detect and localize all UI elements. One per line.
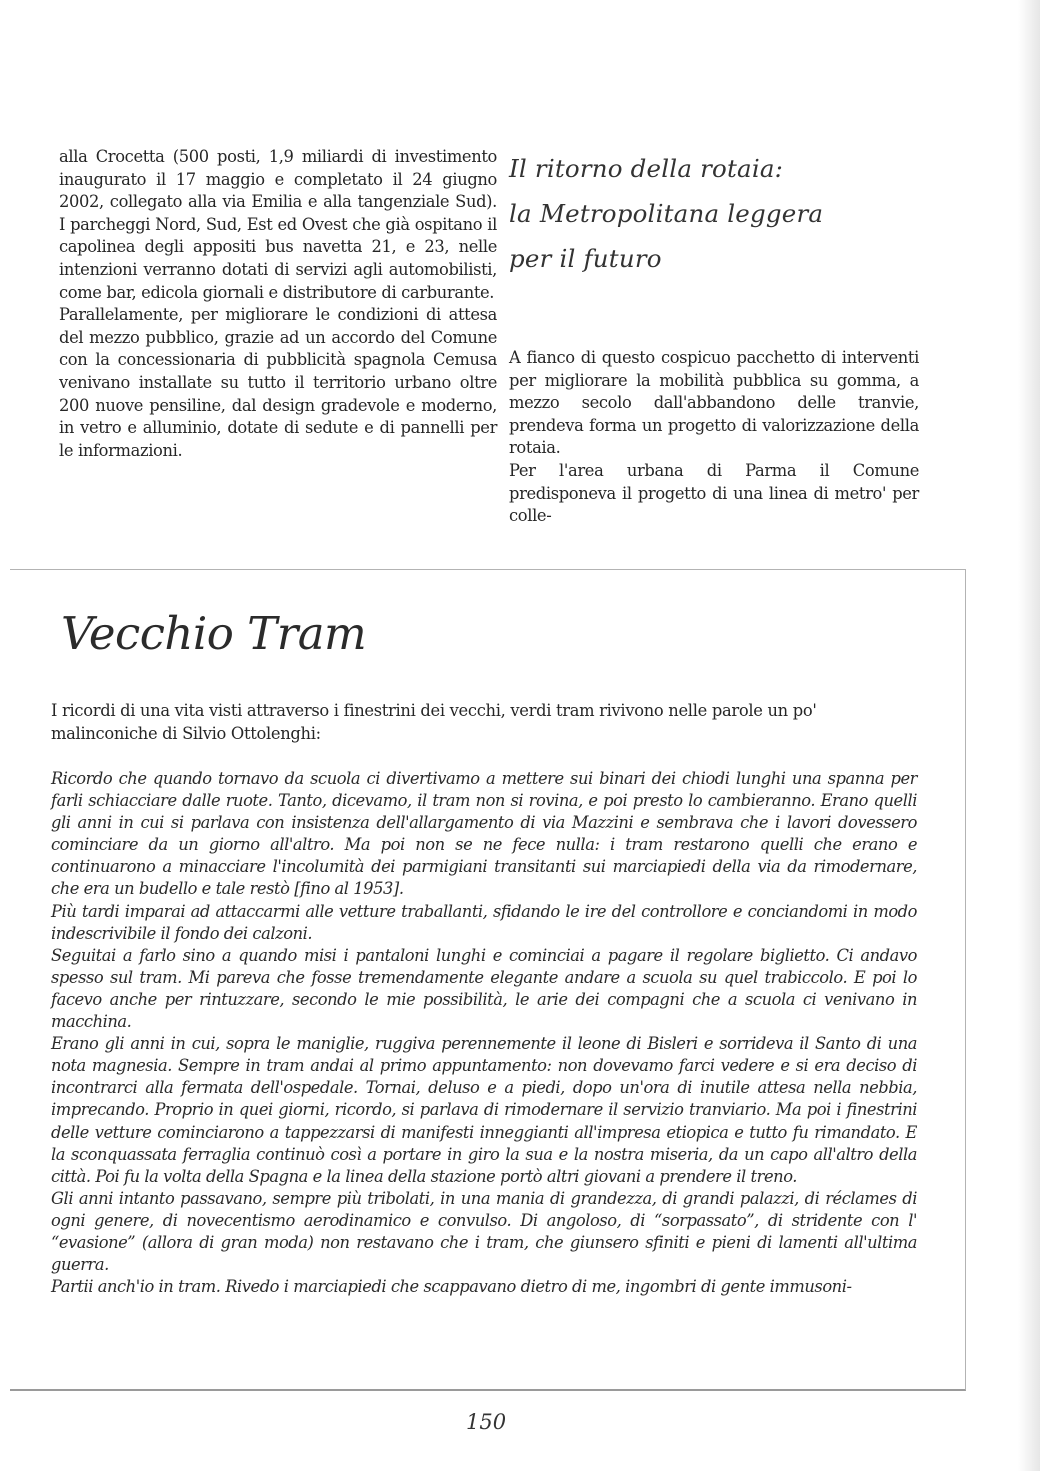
story-paragraph-2: Più tardi imparai ad attaccarmi alle vetture traballanti, sfidando le ire del controllore e conciandomi in modo indescrivibile il fondo dei calzoni. (51, 901, 917, 943)
box-story (51, 768, 917, 1298)
right-column (509, 146, 919, 528)
box-title: Vecchio Tram (61, 607, 367, 660)
left-paragraph-2: Parallelamente, per migliorare le condizioni di attesa del mezzo pubblico, grazie ad un accordo del Comune con la concessionaria di pubblicità spagnola Cemusa venivano installate su tutto il territorio urbano oltre 200 nuove pensiline, dal design gradevole e moderno, in vetro e alluminio, dotate di sedute e di pannelli per le informazioni. (59, 305, 497, 460)
right-paragraph-2: Per l'area urbana di Parma il Comune predisponeva il progetto di una linea di metro' per colle- (509, 460, 919, 526)
page-edge-shadow (1018, 0, 1040, 1471)
box-intro: I ricordi di una vita visti attraverso i finestrini dei vecchi, verdi tram rivivono nelle parole un po' malinconiche di Silvio Ottolenghi: (51, 701, 817, 743)
heading-line-1: Il ritorno della rotaia: (509, 154, 784, 183)
heading-line-2: la Metropolitana leggera (509, 199, 824, 228)
story-paragraph-5: Gli anni intanto passavano, sempre più tribolati, in una mania di grandezza, di grandi palazzi, di réclames di ogni genere, di novecentismo aerodinamico e convulso. Di angoloso, di “sorpassato”, di stridente con l' “evasione” (allora di gran moda) non restavano che i tram, che giunsero sfiniti e pieni di lamenti all'ultima guerra. (51, 1188, 917, 1275)
left-column (59, 146, 497, 462)
left-paragraph-1: alla Crocetta (500 posti, 1,9 miliardi di investimento inaugurato il 17 maggio e completato il 24 giugno 2002, collegato alla via Emilia e alla tangenziale Sud). I parcheggi Nord, Sud, Est ed Ovest che già ospitano il capolinea degli appositi bus navetta 21, e 23, nelle intenzioni verranno dotati di servizi agli automobilisti, come bar, edicola giornali e distributore di carburante. (59, 147, 497, 302)
right-paragraph-1: A fianco di questo cospicuo pacchetto di interventi per migliorare la mobilità pubblica su gomma, a mezzo secolo dall'abbandono delle tranvie, prendeva forma un progetto di valorizzazione della rotaia. (509, 348, 919, 458)
story-paragraph-4: Erano gli anni in cui, sopra le maniglie, ruggiva perennemente il leone di Bisleri e sorrideva il Santo di una nota magnesia. Sempre in tram andai al primo appuntamento: non dovevamo farci vedere e si era deciso di incontrarci alla fermata dell'ospedale. Tornai, deluso e a piedi, dopo un'ora di inutile attesa nella nebbia, imprecando. Proprio in quei giorni, ricordo, si parlava di rimodernare il servizio tranviario. Ma poi i finestrini delle vetture cominciarono a tappezzarsi di manifesti inneggianti all'impresa etiopica e tutto fu rimandato. E la sconquassata ferraglia continuò così a portare in giro la sua e la nostra miseria, da un capo all'altro della città. Poi fu la volta della Spagna e la linea della stazione portò altri giovani a prendere il treno. (51, 1034, 917, 1186)
story-paragraph-1: Ricordo che quando tornavo da scuola ci divertivamo a mettere sui binari dei chiodi lunghi una spanna per farli schiacciare dalle ruote. Tanto, dicevamo, il tram non si rovina, e poi presto lo cambieranno. Erano quelli gli anni in cui si parlava con insistenza dell'allargamento di via Mazzini e sembrava che i lavori dovessero cominciare da un giorno all'altro. Ma poi non se ne fece nulla: i tram restarono quelli che erano e continuarono a minacciare l'incolumità dei parmigiani transitanti sui marciapiedi della via da rimodernare, che era un budello e tale restò [fino al 1953]. (51, 769, 917, 899)
page-number: 150 (466, 1410, 507, 1434)
section-heading (509, 146, 919, 281)
story-paragraph-6: Partii anch'io in tram. Rivedo i marciapiedi che scappavano dietro di me, ingombri di gente immusoni- (51, 1277, 852, 1297)
story-paragraph-3: Seguitai a farlo sino a quando misi i pantaloni lunghi e cominciai a pagare il regolare biglietto. Ci andavo spesso sul tram. Mi pareva che fosse tremendamente elegante andare a scuola su quel trabiccolo. E poi lo facevo anche per rintuzzare, secondo le mie possibilità, le arie dei compagni che a scuola ci venivano in macchina. (51, 945, 917, 1032)
heading-line-3: per il futuro (509, 244, 662, 273)
